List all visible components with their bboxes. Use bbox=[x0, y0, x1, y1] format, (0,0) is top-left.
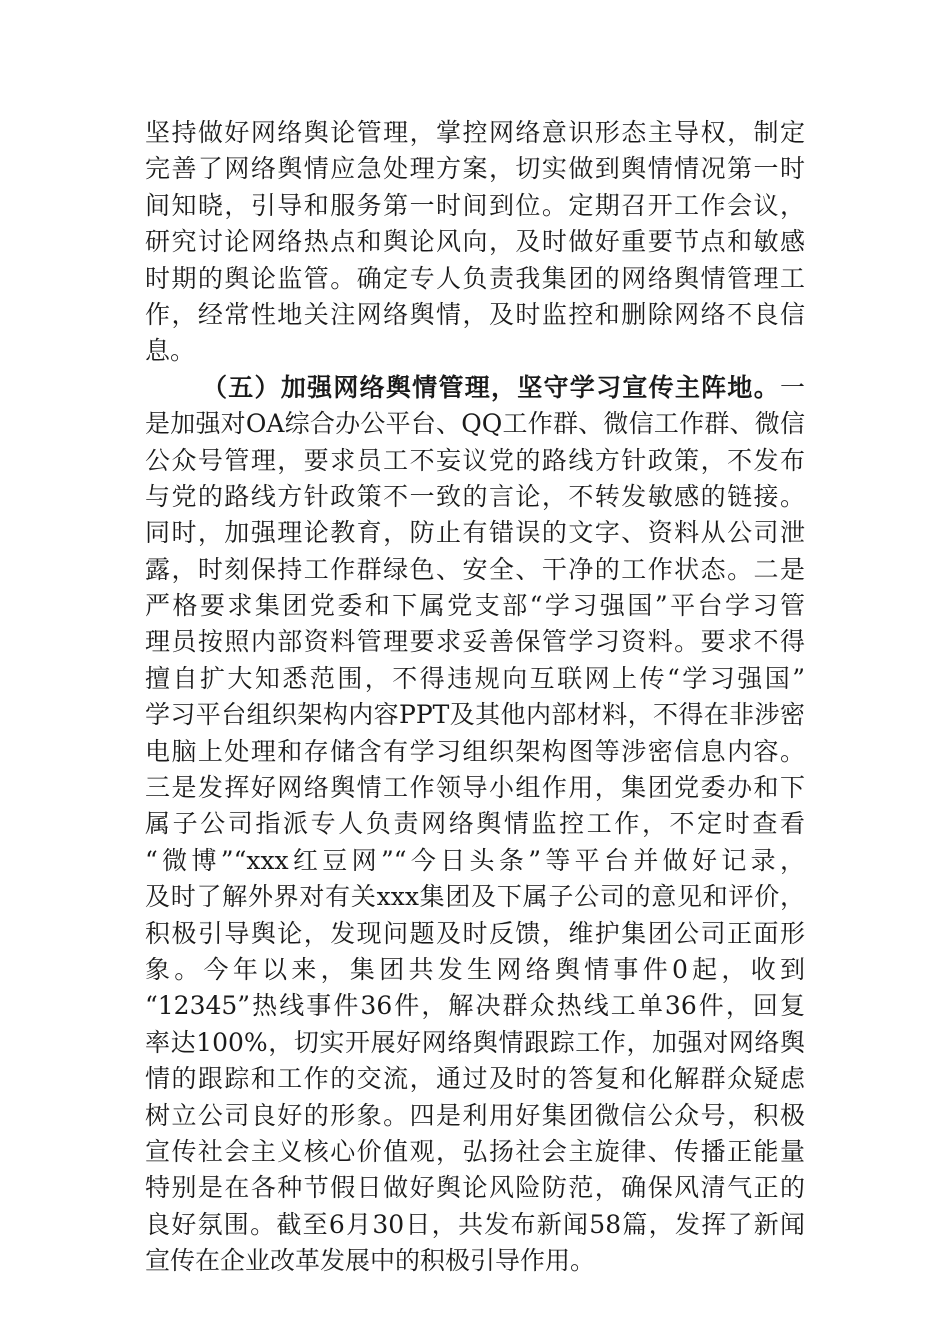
section-heading: （五）加强网络舆情管理，坚守学习宣传主阵地。 bbox=[202, 372, 780, 402]
text-line: 同时，加强理论教育，防止有错误的文字、资料从公司泄 bbox=[145, 518, 805, 548]
text-line: 与党的路线方针政策不一致的言论，不转发敏感的链接。 bbox=[145, 481, 805, 511]
text-line: 特别是在各种节假日做好舆论风险防范，确保风清气正的 bbox=[145, 1173, 805, 1203]
text-line: “12345”热线事件36件，解决群众热线工单36件，回复 bbox=[145, 991, 805, 1021]
paragraph-2 bbox=[145, 370, 805, 1280]
text-line: 属子公司指派专人负责网络舆情监控工作，不定时查看 bbox=[145, 809, 805, 839]
text-line: 擅自扩大知悉范围，不得违规向互联网上传“学习强国” bbox=[145, 663, 805, 693]
text-line: 率达100%，切实开展好网络舆情跟踪工作，加强对网络舆 bbox=[145, 1027, 805, 1057]
text-line: 时期的舆论监管。确定专人负责我集团的网络舆情管理工 bbox=[145, 263, 805, 293]
paragraph-1 bbox=[145, 115, 805, 370]
text-line: 象。今年以来，集团共发生网络舆情事件0起，收到 bbox=[145, 954, 805, 984]
text-line: 理员按照内部资料管理要求妥善保管学习资料。要求不得 bbox=[145, 627, 805, 657]
text-line: 作，经常性地关注网络舆情，及时监控和删除网络不良信 bbox=[145, 299, 805, 329]
text-line: 完善了网络舆情应急处理方案，切实做到舆情情况第一时 bbox=[145, 154, 805, 184]
document-body bbox=[145, 115, 805, 1280]
text-line: 积极引导舆论，发现问题及时反馈，维护集团公司正面形 bbox=[145, 918, 805, 948]
text-line: 坚持做好网络舆论管理，掌控网络意识形态主导权，制定 bbox=[145, 118, 805, 147]
text-line: 间知晓，引导和服务第一时间到位。定期召开工作会议， bbox=[145, 190, 805, 220]
text-line: 三是发挥好网络舆情工作领导小组作用，集团党委办和下 bbox=[145, 773, 805, 803]
section-heading-tail: 一 bbox=[779, 372, 805, 402]
text-line: 严格要求集团党委和下属党支部“学习强国”平台学习管 bbox=[145, 591, 805, 621]
text-line: 良好氛围。截至6月30日，共发布新闻58篇，发挥了新闻 bbox=[145, 1209, 805, 1239]
text-line: 宣传在企业改革发展中的积极引导作用。 bbox=[145, 1246, 596, 1276]
text-line: 息。 bbox=[145, 336, 196, 366]
text-line: 研究讨论网络热点和舆论风向，及时做好重要节点和敏感 bbox=[145, 227, 805, 257]
text-line: 露，时刻保持工作群绿色、安全、干净的工作状态。二是 bbox=[145, 554, 805, 584]
text-line: 情的跟踪和工作的交流，通过及时的答复和化解群众疑虑 bbox=[145, 1064, 805, 1094]
text-line: 是加强对OA综合办公平台、QQ工作群、微信工作群、微信 bbox=[145, 409, 805, 439]
text-line: 学习平台组织架构内容PPT及其他内部材料，不得在非涉密 bbox=[145, 700, 805, 730]
text-line: 树立公司良好的形象。四是利用好集团微信公众号，积极 bbox=[145, 1100, 805, 1130]
text-line: 及时了解外界对有关xxx集团及下属子公司的意见和评价， bbox=[145, 882, 805, 912]
text-line: 宣传社会主义核心价值观，弘扬社会主旋律、传播正能量 bbox=[145, 1136, 805, 1166]
section-heading-line bbox=[145, 370, 805, 406]
text-line: 电脑上处理和存储含有学习组织架构图等涉密信息内容。 bbox=[145, 736, 805, 766]
text-line: 公众号管理，要求员工不妄议党的路线方针政策，不发布 bbox=[145, 445, 805, 475]
text-line: “微博”“xxx红豆网”“今日头条”等平台并做好记录， bbox=[145, 845, 805, 875]
